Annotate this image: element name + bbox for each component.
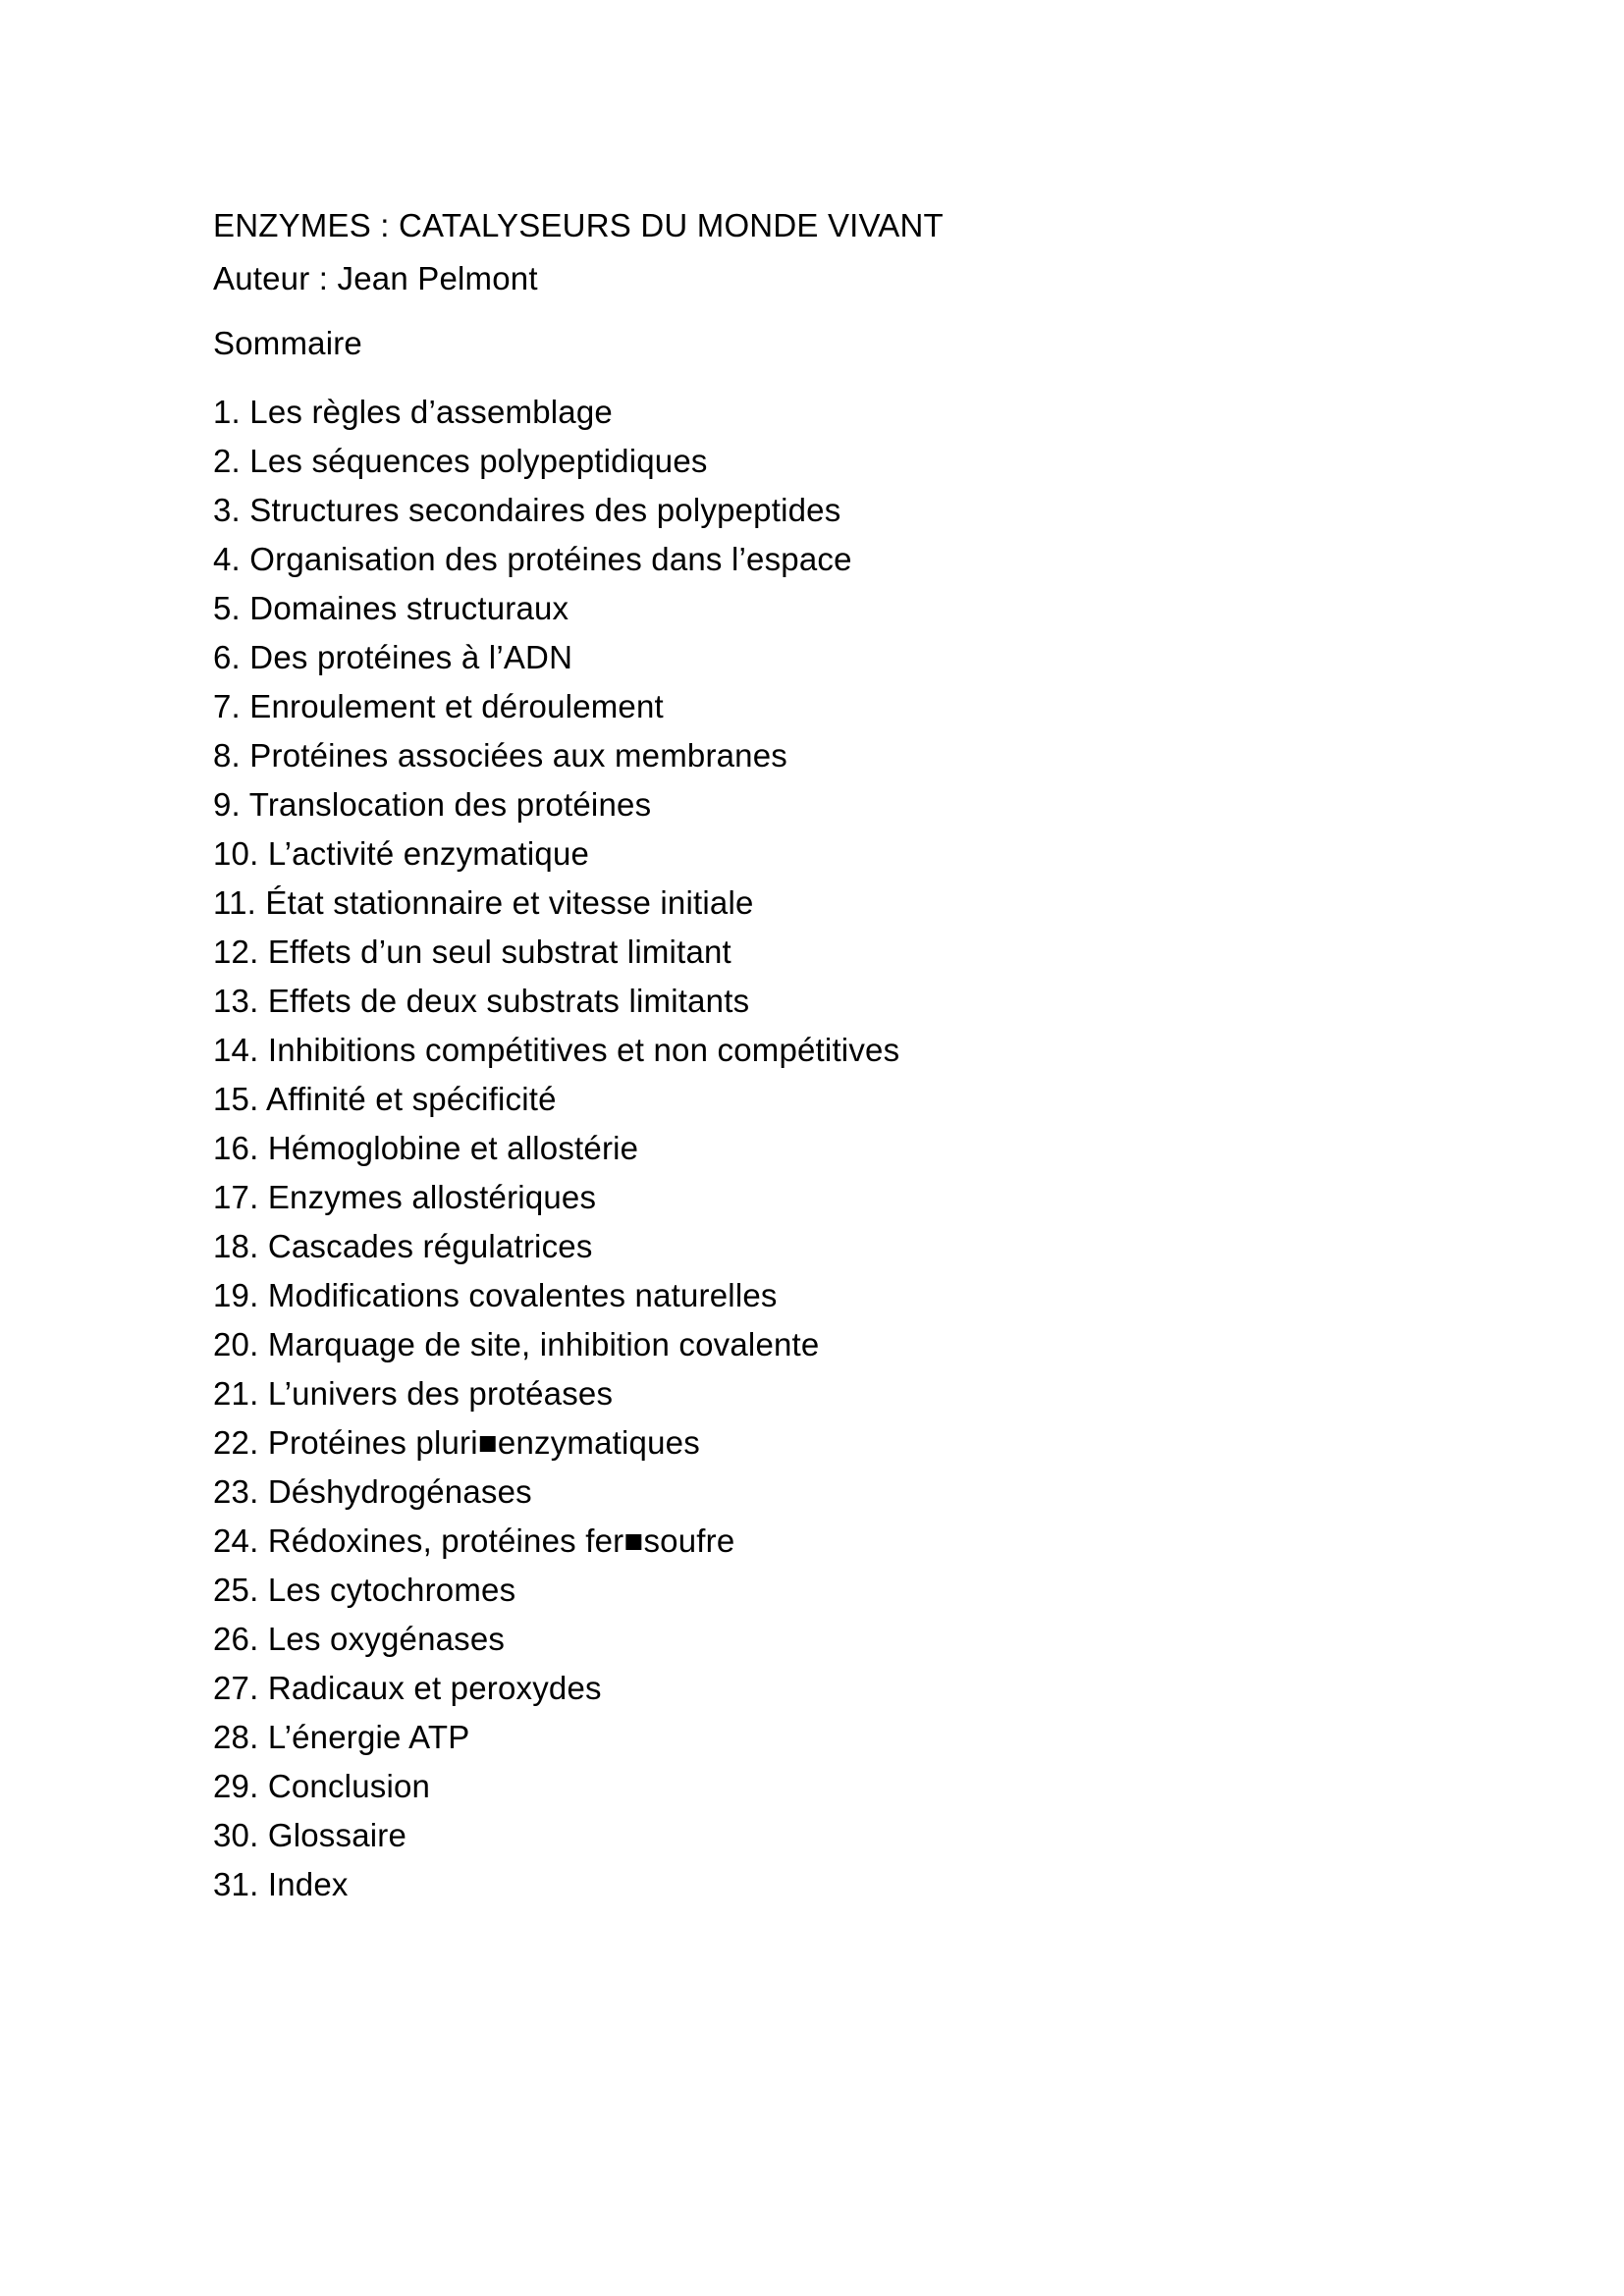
document-content: [213, 201, 1506, 1909]
toc-item: 29. Conclusion: [213, 1768, 431, 1804]
toc-item: 8. Protéines associées aux membranes: [213, 737, 787, 774]
toc-item: 23. Déshydrogénases: [213, 1473, 532, 1510]
toc-item: 15. Affinité et spécificité: [213, 1081, 557, 1117]
toc-item: 11. État stationnaire et vitesse initiale: [213, 884, 754, 921]
toc-item: 7. Enroulement et déroulement: [213, 688, 664, 724]
document-title: ENZYMES : CATALYSEURS DU MONDE VIVANT: [213, 207, 944, 243]
toc-item: 31. Index: [213, 1866, 349, 1902]
toc-item: 30. Glossaire: [213, 1817, 407, 1853]
toc-item: 6. Des protéines à l’ADN: [213, 639, 573, 675]
toc-list: [213, 388, 1506, 1909]
toc-item: 5. Domaines structuraux: [213, 590, 569, 626]
toc-item: 27. Radicaux et peroxydes: [213, 1670, 602, 1706]
toc-item: 13. Effets de deux substrats limitants: [213, 983, 750, 1019]
toc-item: 10. L’activité enzymatique: [213, 835, 590, 872]
toc-item: 4. Organisation des protéines dans l’espace: [213, 541, 852, 577]
toc-item: 12. Effets d’un seul substrat limitant: [213, 934, 731, 970]
toc-item: 19. Modifications covalentes naturelles: [213, 1277, 778, 1313]
toc-item: 9. Translocation des protéines: [213, 786, 652, 823]
toc-item: 20. Marquage de site, inhibition covalente: [213, 1326, 820, 1362]
toc-item: 2. Les séquences polypeptidiques: [213, 443, 708, 479]
toc-item: 25. Les cytochromes: [213, 1572, 516, 1608]
author-line: Auteur : Jean Pelmont: [213, 260, 538, 296]
toc-item: 26. Les oxygénases: [213, 1621, 506, 1657]
toc-item: 22. Protéines pluri■enzymatiques: [213, 1424, 700, 1461]
sommaire-heading: Sommaire: [213, 325, 362, 361]
toc-item: 16. Hémoglobine et allostérie: [213, 1130, 639, 1166]
toc-item: 18. Cascades régulatrices: [213, 1228, 593, 1264]
toc-item: 17. Enzymes allostériques: [213, 1179, 597, 1215]
toc-item: 3. Structures secondaires des polypeptides: [213, 492, 841, 528]
toc-item: 1. Les règles d’assemblage: [213, 394, 613, 430]
toc-item: 24. Rédoxines, protéines fer■soufre: [213, 1522, 735, 1559]
toc-item: 21. L’univers des protéases: [213, 1375, 614, 1412]
toc-item: 28. L’énergie ATP: [213, 1719, 470, 1755]
toc-item: 14. Inhibitions compétitives et non compétitives: [213, 1032, 900, 1068]
